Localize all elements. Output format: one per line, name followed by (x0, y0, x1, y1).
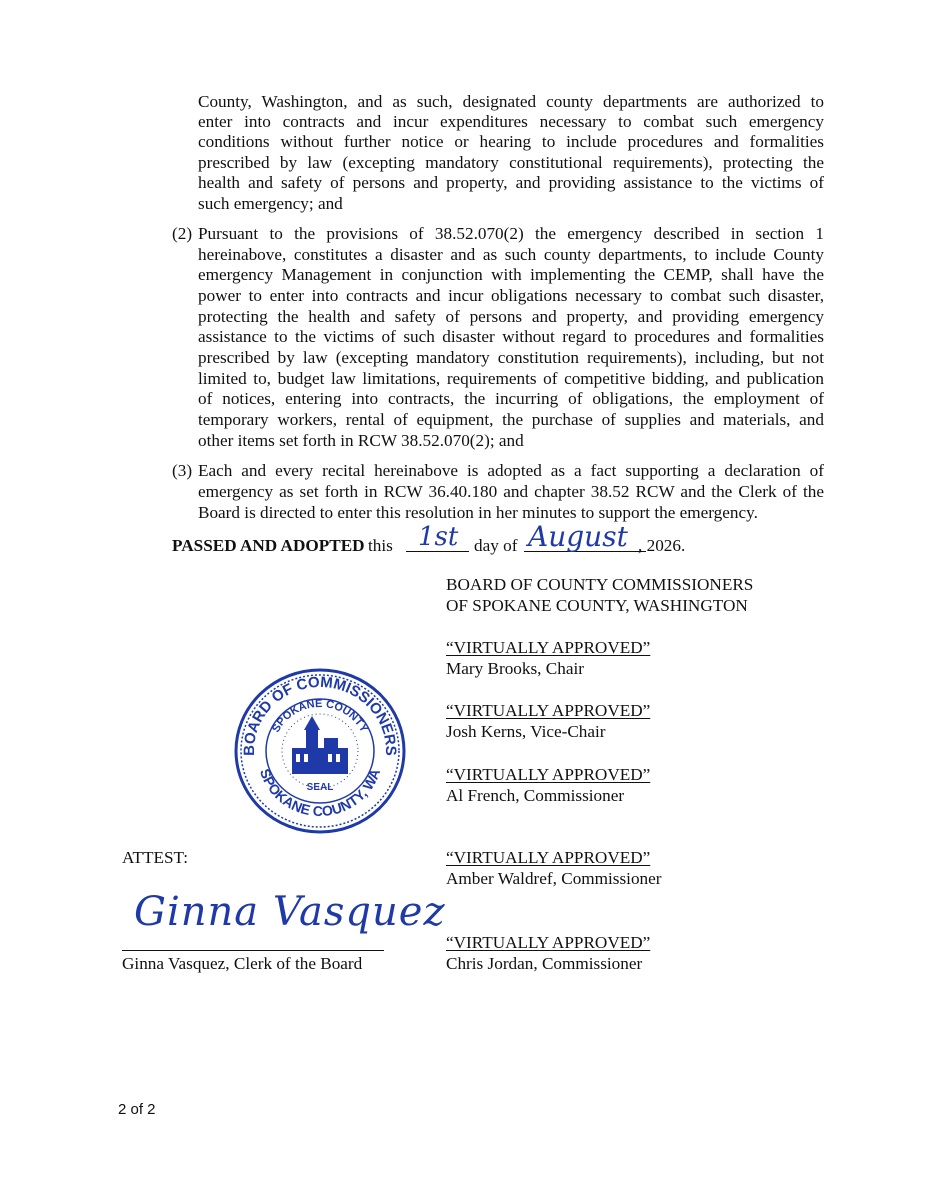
signature-line (122, 950, 384, 951)
text-line: Board is directed to enter this resolution in her minutes to support the emergency. (198, 503, 758, 522)
passed-adopted-label: PASSED AND ADOPTED (172, 536, 365, 555)
text-line: other items set forth in RCW 38.52.070(2); and (198, 431, 524, 450)
this-word: this (368, 536, 393, 555)
text-line: limited to, budget law limitations, requirements of competitive bidding, and publication (198, 369, 824, 388)
paragraph-number: (3) (172, 461, 193, 480)
text-line: emergency Management in conjunction with implementing the CEMP, shall have the (198, 265, 824, 284)
page-number: 2 of 2 (118, 1101, 156, 1118)
text-line: assistance to the victims of such disaster without regard to procedures and formalities (198, 327, 824, 346)
approval-status: “VIRTUALLY APPROVED” (446, 701, 651, 720)
county-seal (232, 666, 408, 836)
board-line-2: OF SPOKANE COUNTY, WASHINGTON (446, 596, 748, 615)
text-line: emergency as set forth in RCW 36.40.180 and chapter 38.52 RCW and the Clerk of the (198, 482, 824, 501)
commissioner-name: Al French, Commissioner (446, 786, 625, 805)
text-line: power to enter into contracts and incur obligations necessary to combat such disaster, (198, 286, 824, 305)
commissioner-name: Mary Brooks, Chair (446, 659, 584, 678)
seal-bottom-text: SPOKANE COUNTY, WA (256, 766, 384, 820)
text-line: conditions without further notice or hearing to include procedures and formalities (198, 132, 824, 151)
clerk-name: Ginna Vasquez, Clerk of the Board (122, 954, 363, 973)
approval-status: “VIRTUALLY APPROVED” (446, 765, 651, 784)
seal-inner-text: SPOKANE COUNTY (270, 697, 370, 735)
attest-label: ATTEST: (122, 848, 188, 867)
text-line: Each and every recital hereinabove is adopted as a fact supporting a declaration of (198, 461, 824, 480)
courthouse-icon (292, 716, 348, 774)
text-line: such emergency; and (198, 194, 343, 213)
clerk-signature: Ginna Vasquez (134, 889, 446, 935)
seal-center-text: SEAL (306, 782, 334, 793)
board-line-1: BOARD OF COUNTY COMMISSIONERS (446, 575, 754, 594)
text-line: of notices, entering into contracts, the incurring of obligations, the employment of (198, 389, 824, 408)
text-line: protecting the health and safety of persons and property, and providing emergency (198, 307, 824, 326)
text-line: prescribed by law (excepting mandatory constitutional requirements), protecting the (198, 153, 824, 172)
seal-outer-text: BOARD OF COMMISSIONERS (240, 673, 400, 756)
text-line: enter into contracts and incur expenditures necessary to combat such emergency (198, 112, 824, 131)
handwritten-month: August (528, 520, 628, 553)
day-of-text: day of (474, 536, 518, 555)
text-line: hereinabove, constitutes a disaster and as such county departments, to include County (198, 245, 824, 264)
commissioner-name: Amber Waldref, Commissioner (446, 869, 662, 888)
text-line: health and safety of persons and property, and providing assistance to the victims of (198, 173, 824, 192)
text-line: Pursuant to the provisions of 38.52.070(2) the emergency described in section 1 (198, 224, 824, 243)
text-line: County, Washington, and as such, designated county departments are authorized to (198, 92, 824, 111)
text-line: prescribed by law (excepting mandatory constitution requirements), including, but not (198, 348, 824, 367)
approval-status: “VIRTUALLY APPROVED” (446, 848, 651, 867)
commissioner-name: Josh Kerns, Vice-Chair (446, 722, 606, 741)
text-line: temporary workers, rental of equipment, the purchase of supplies and materials, and (198, 410, 824, 429)
approval-status: “VIRTUALLY APPROVED” (446, 638, 651, 657)
commissioner-name: Chris Jordan, Commissioner (446, 954, 643, 973)
handwritten-day: 1st (418, 522, 459, 552)
year-text: , 2026. (638, 536, 686, 555)
paragraph-number: (2) (172, 224, 193, 243)
approval-status: “VIRTUALLY APPROVED” (446, 933, 651, 952)
